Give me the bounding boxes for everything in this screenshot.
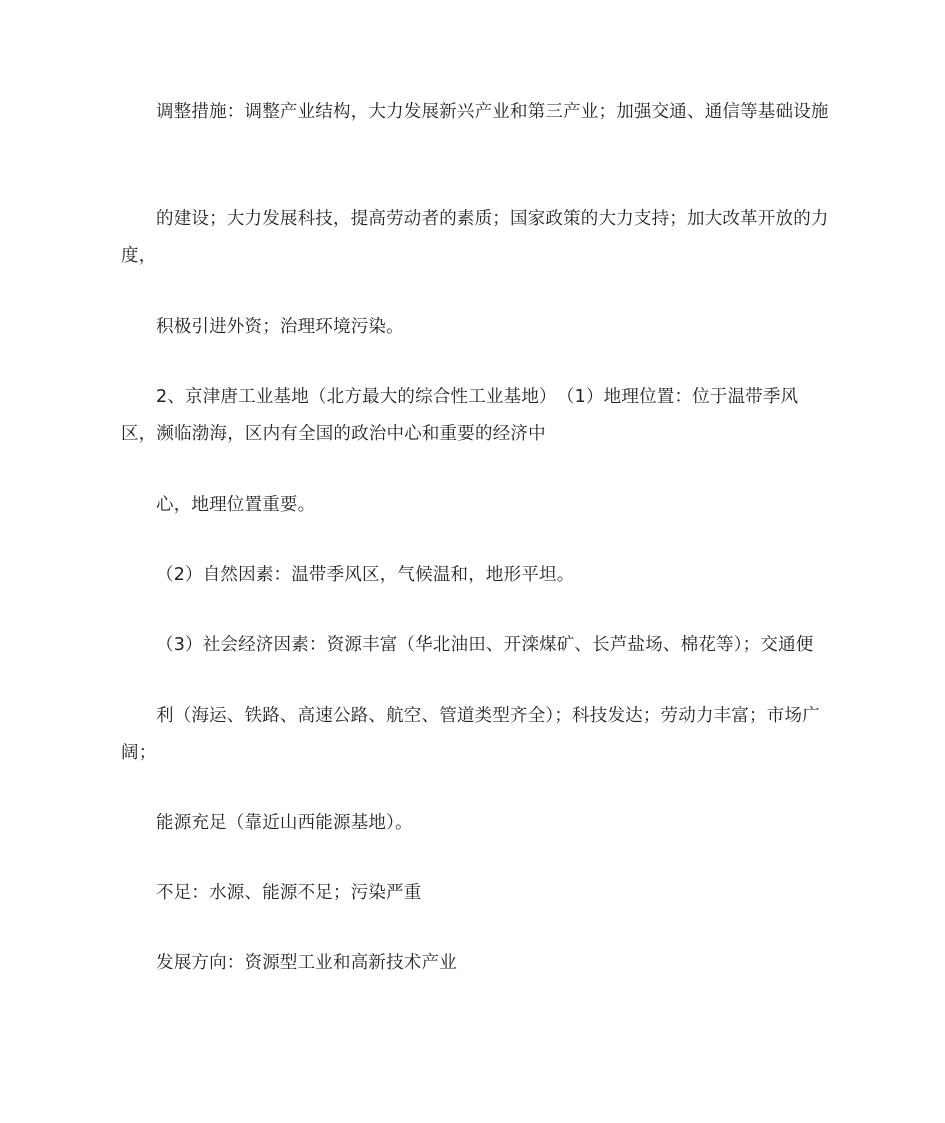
paragraph-construction: 的建设；大力发展科技，提高劳动者的素质；国家政策的大力支持；加大改革开放的力度， (121, 209, 829, 266)
paragraph-shortcomings: 不足：水源、能源不足；污染严重 (156, 883, 422, 903)
paragraph-natural-factors: （2）自然因素：温带季风区，气候温和，地形平坦。 (156, 565, 575, 585)
paragraph-transport-market: 利（海运、铁路、高速公路、航空、管道类型齐全）；科技发达；劳动力丰富；市场广阔； (121, 706, 820, 763)
paragraph-adjustment-measures: 调整措施：调整产业结构，大力发展新兴产业和第三产业；加强交通、通信等基础设施 (156, 102, 829, 122)
paragraph-development-direction: 发展方向：资源型工业和高新技术产业 (156, 953, 457, 973)
paragraph-location-important: 心，地理位置重要。 (156, 495, 316, 515)
paragraph-energy: 能源充足（靠近山西能源基地）。 (156, 813, 413, 833)
paragraph-jingjintang-location: 2、京津唐工业基地（北方最大的综合性工业基地） （1）地理位置：位于温带季风区，濒临渤海，区内有全国的政治中心和重要的经济中 (121, 387, 799, 444)
paragraph-socioeconomic-factors: （3）社会经济因素：资源丰富（华北油田、开滦煤矿、长芦盐场、棉花等）；交通便 (156, 635, 814, 655)
paragraph-foreign-investment: 积极引进外资；治理环境污染。 (156, 317, 404, 337)
